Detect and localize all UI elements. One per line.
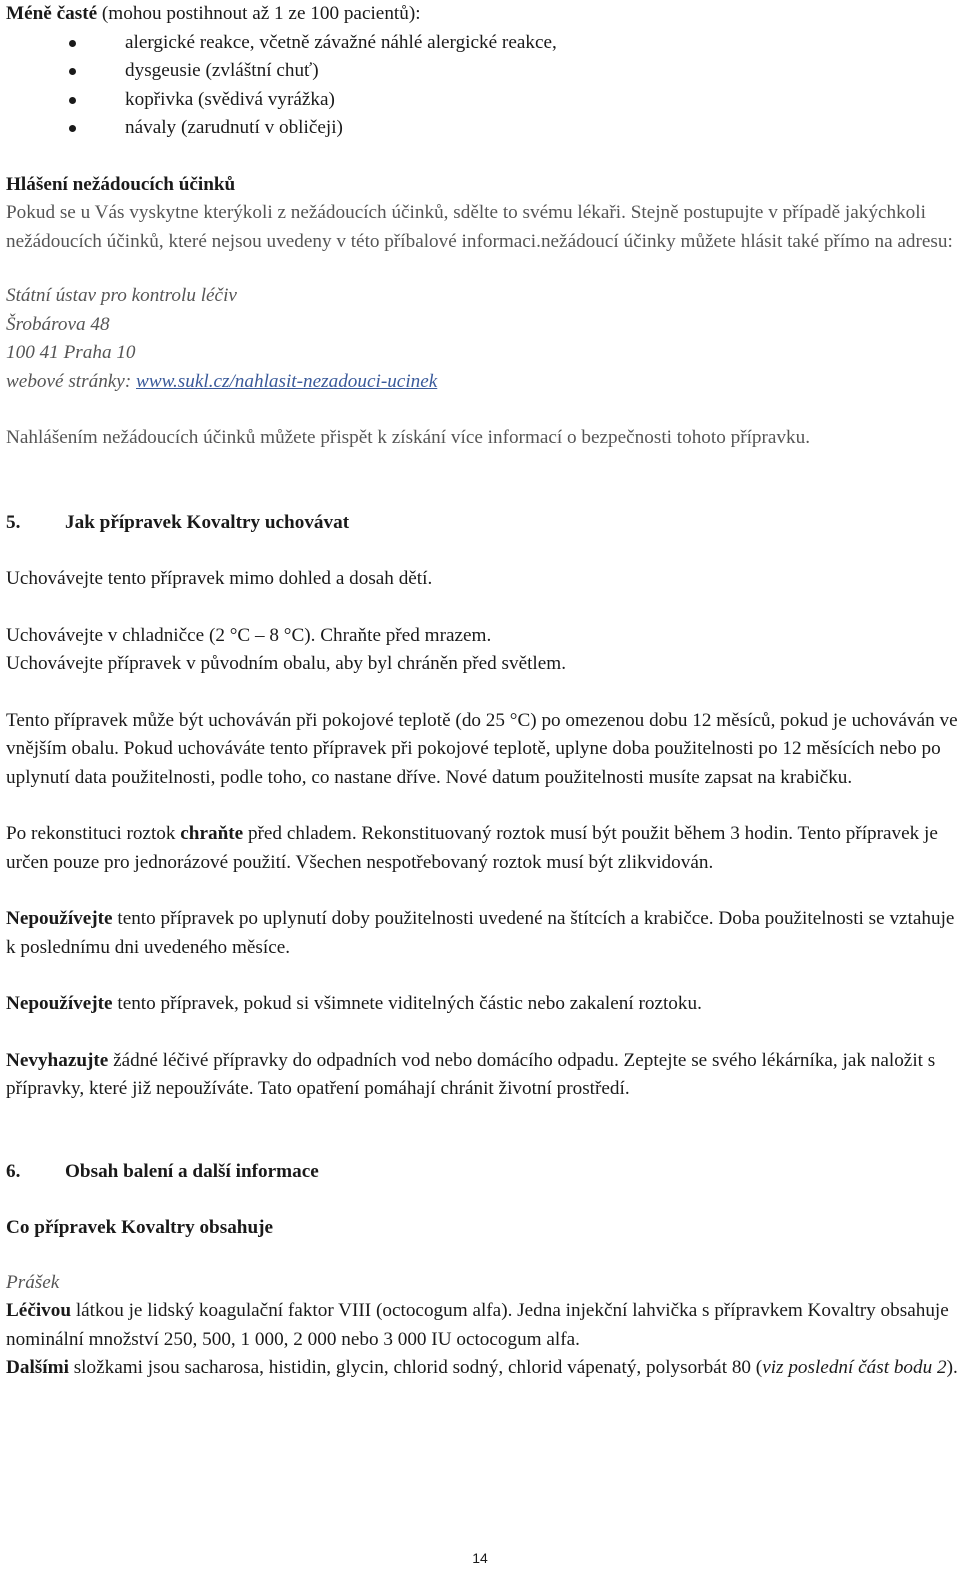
- frequency-note: (mohou postihnout až 1 ze 100 pacientů):: [97, 3, 421, 24]
- contents-subtitle: Co přípravek Kovaltry obsahuje: [6, 1217, 274, 1238]
- bullet-icon: [69, 68, 76, 75]
- section-5-heading: [6, 509, 958, 538]
- list-item: alergické reakce, včetně závažné náhlé alergické reakce,: [6, 29, 958, 58]
- frequency-heading-line: [6, 0, 958, 29]
- address-line: Šrobárova 48: [6, 313, 110, 335]
- storage-paragraph: Nepoužívejte tento přípravek, pokud si všimnete viditelných částic nebo zakalení roztoku.: [6, 993, 702, 1014]
- page-number: 14: [472, 1550, 488, 1566]
- list-item: návaly (zarudnutí v obličeji): [6, 114, 958, 143]
- sukl-address: [6, 282, 958, 396]
- storage-paragraph: Uchovávejte přípravek v původním obalu, aby byl chráněn před světlem.: [6, 653, 566, 674]
- address-line: 100 41 Praha 10: [6, 342, 136, 363]
- section-number: 5.: [6, 511, 21, 533]
- section-number: 6.: [6, 1160, 21, 1182]
- section-title: Obsah balení a další informace: [65, 1160, 319, 1182]
- storage-paragraph: Nepoužívejte tento přípravek po uplynutí doby použitelnosti uvedené na štítcích a krabičce. Doba použitelnosti se vztahuje k poslednímu dni uvedeného měsíce.: [6, 908, 955, 958]
- side-effect-list: [6, 29, 958, 143]
- bullet-icon: [69, 97, 76, 104]
- excipients-paragraph: Dalšími složkami jsou sacharosa, histidin, glycin, chlorid sodný, chlorid vápenatý, polysorbát 80 (viz poslední část bodu 2).: [6, 1357, 958, 1378]
- sukl-website-link[interactable]: www.sukl.cz/nahlasit-nezadouci-ucinek: [136, 370, 438, 392]
- reporting-heading: Hlášení nežádoucích účinků: [6, 173, 236, 195]
- reporting-paragraph: Pokud se u Vás vyskytne kterýkoli z nežádoucích účinků, sdělte to svému lékaři. Stejně postupujte v případě jakýchkoli nežádoucích účinků, které nejsou uvedeny v této příbalové informaci.nežádoucí účinky můžete hlásit také přímo na adresu:: [6, 202, 953, 252]
- storage-paragraph: Uchovávejte tento přípravek mimo dohled a dosah dětí.: [6, 568, 433, 589]
- address-line: Státní ústav pro kontrolu léčiv: [6, 285, 237, 306]
- leaflet-page: [6, 0, 958, 1383]
- storage-paragraph: Po rekonstituci roztok chraňte před chladem. Rekonstituovaný roztok musí být použit během 3 hodin. Tento přípravek je určen pouze pro jednorázové použití. Všechen nespotřebovaný roztok musí být zlikvidován.: [6, 823, 938, 873]
- section-title: Jak přípravek Kovaltry uchovávat: [65, 511, 350, 533]
- storage-paragraph: Nevyhazujte žádné léčivé přípravky do odpadních vod nebo domácího odpadu. Zeptejte se svého lékárníka, jak naložit s přípravky, které již nepoužíváte. Tato opatření pomáhají chránit životní prostředí.: [6, 1049, 936, 1099]
- section-6-heading: [6, 1158, 958, 1187]
- bullet-icon: [69, 125, 76, 132]
- list-item: dysgeusie (zvláštní chuť): [6, 57, 958, 86]
- bullet-icon: [69, 40, 76, 47]
- active-substance-paragraph: Léčivou látkou je lidský koagulační faktor VIII (octocogum alfa). Jedna injekční lahvička s přípravkem Kovaltry obsahuje nominální množství 250, 500, 1 000, 2 000 nebo 3 000 IU octocogum alfa.: [6, 1300, 949, 1350]
- reporting-closing: Nahlášením nežádoucích účinků můžete přispět k získání více informací o bezpečnosti tohoto přípravku.: [6, 427, 811, 448]
- address-web-line: webové stránky: www.sukl.cz/nahlasit-nezadouci-ucinek: [6, 370, 438, 392]
- storage-paragraph: Uchovávejte v chladničce (2 °C – 8 °C). Chraňte před mrazem.: [6, 624, 492, 646]
- frequency-heading: Méně časté: [6, 3, 98, 24]
- list-item: kopřivka (svědivá vyrážka): [6, 86, 958, 115]
- storage-paragraph: Tento přípravek může být uchováván při pokojové teplotě (do 25 °C) po omezenou dobu 12 měsíců, pokud je uchováván ve vnějším obalu. Pokud uchováváte tento přípravek při pokojové teplotě, uplyne doba použitelnosti po 12 měsících nebo po uplynutí data použitelnosti, podle toho, co nastane dříve. Nové datum použitelnosti musíte zapsat na krabičku.: [6, 709, 958, 788]
- powder-label: Prášek: [6, 1271, 60, 1293]
